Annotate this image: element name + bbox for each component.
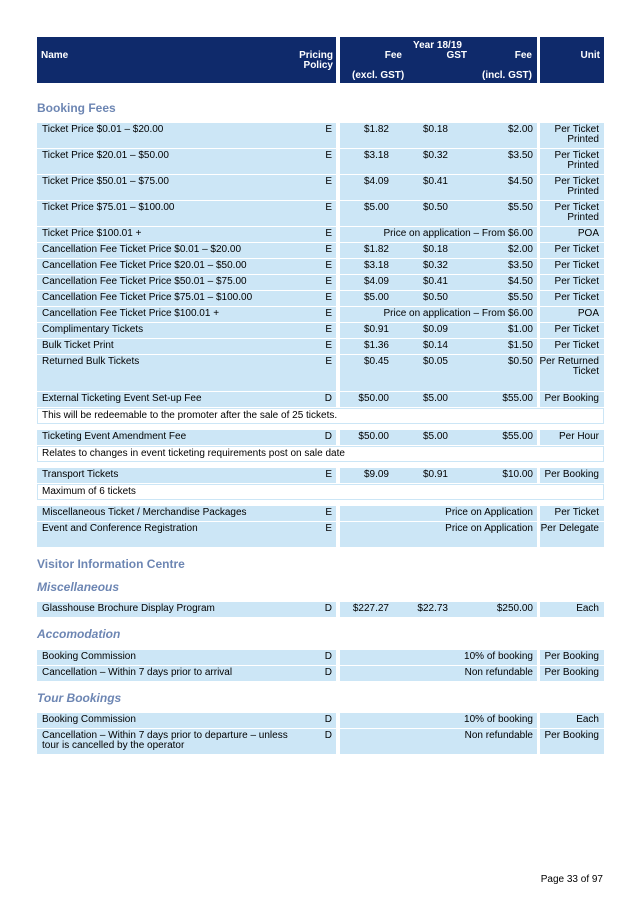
unit-value: Per Booking [544,469,599,480]
table-row [37,243,604,258]
note-row [37,408,604,424]
price-cell [340,729,537,754]
gst-amount: $5.00 [422,431,448,442]
price-span-text: Non refundable [464,667,533,678]
unit-cell [540,650,604,665]
unit-cell [540,522,604,547]
fee-name: Glasshouse Brochure Display Program [42,603,215,614]
gst-amount: $0.18 [422,244,448,255]
table-row [37,149,604,174]
name-cell [37,259,336,274]
header-year-cell [340,37,537,83]
unit-cell [540,339,604,354]
name-cell [37,729,336,754]
price-span-text: Non refundable [464,730,533,741]
unit-value: Per Delegate [540,523,599,534]
unit-value: Per Booking [544,730,599,741]
pricing-policy: D [324,431,332,442]
fee-excl-gst: $4.09 [363,176,389,187]
table-row [37,227,604,242]
price-cell [340,506,537,521]
fee-incl-gst: $1.50 [507,340,533,351]
header-name: Name [41,50,69,61]
note-text: This will be redeemable to the promoter after the sale of 25 tickets. [42,410,338,421]
header-excl-gst: (excl. GST) [352,70,405,81]
fee-name: Transport Tickets [42,469,119,480]
fee-name: Complimentary Tickets [42,324,144,335]
unit-cell [540,729,604,754]
unit-value: Per Ticket Printed [554,202,599,223]
pricing-policy: E [325,124,332,135]
note-row [37,484,604,500]
unit-value: Per Ticket [554,244,599,255]
header-unit: Unit [580,50,600,61]
price-cell [340,339,537,354]
unit-cell [540,666,604,681]
fee-incl-gst: $3.50 [507,150,533,161]
fee-excl-gst: $3.18 [363,150,389,161]
pricing-policy: E [325,469,332,480]
unit-cell [540,149,604,174]
pricing-policy: E [325,523,332,534]
unit-cell [540,123,604,148]
name-cell [37,602,336,617]
unit-value: Each [576,714,599,725]
fee-incl-gst: $55.00 [502,393,533,404]
gst-amount: $0.41 [422,176,448,187]
unit-value: Per Booking [544,651,599,662]
price-cell [340,243,537,258]
pricing-policy: E [325,260,332,271]
unit-value: Per Ticket Printed [554,124,599,145]
table-row [37,650,604,665]
price-cell [340,275,537,290]
gst-amount: $22.73 [417,603,448,614]
unit-value: Per Booking [544,393,599,404]
name-cell [37,175,336,200]
fee-name: Cancellation Fee Ticket Price $50.01 – $75.00 [42,276,247,287]
fee-name: Booking Commission [42,651,136,662]
price-cell [340,468,537,483]
name-cell [37,243,336,258]
gst-amount: $0.32 [422,150,448,161]
price-cell [340,291,537,306]
price-cell [340,175,537,200]
price-cell [340,666,537,681]
table-row [37,522,604,547]
fee-excl-gst: $0.45 [363,356,389,367]
price-cell [340,227,537,242]
page-number: Page 33 of 97 [540,874,603,885]
table-row [37,275,604,290]
unit-value: Per Ticket [554,324,599,335]
subsection-miscellaneous: Miscellaneous [37,580,120,594]
price-span-text: Price on Application [445,523,533,534]
unit-value: POA [577,308,599,319]
gst-amount: $5.00 [422,393,448,404]
price-span-text: 10% of booking [464,651,533,662]
fee-excl-gst: $1.82 [363,244,389,255]
pricing-policy: E [325,340,332,351]
pricing-policy: E [325,228,332,239]
fee-incl-gst: $2.00 [507,244,533,255]
note-text: Maximum of 6 tickets [42,486,136,497]
name-cell [37,506,336,521]
unit-cell [540,506,604,521]
pricing-policy: E [325,356,332,367]
note-text: Relates to changes in event ticketing requirements post on sale date [42,448,345,459]
name-cell [37,666,336,681]
name-cell [37,339,336,354]
pricing-policy: D [324,651,332,662]
pricing-policy: E [325,244,332,255]
header-unit-cell [540,37,604,83]
name-cell [37,323,336,338]
unit-cell [540,227,604,242]
pricing-policy: E [325,292,332,303]
fee-name: Booking Commission [42,714,136,725]
name-cell [37,713,336,728]
unit-value: POA [577,228,599,239]
price-cell [340,650,537,665]
note-row [37,446,604,462]
price-cell [340,430,537,445]
pricing-policy: E [325,176,332,187]
unit-cell [540,392,604,407]
fee-excl-gst: $5.00 [363,292,389,303]
name-cell [37,201,336,226]
table-row [37,201,604,226]
price-cell [340,713,537,728]
price-cell [340,602,537,617]
unit-value: Each [576,603,599,614]
fee-name: Ticketing Event Amendment Fee [42,431,187,442]
price-cell [340,323,537,338]
unit-cell [540,713,604,728]
fee-incl-gst: $5.50 [507,292,533,303]
fee-excl-gst: $0.91 [363,324,389,335]
name-cell [37,307,336,322]
name-cell [37,522,336,547]
pricing-policy: E [325,507,332,518]
name-cell [37,149,336,174]
fee-name: Returned Bulk Tickets [42,356,140,367]
price-cell [340,123,537,148]
table-row [37,339,604,354]
unit-cell [540,175,604,200]
unit-cell [540,307,604,322]
unit-cell [540,291,604,306]
header-fee-excl: Fee [384,50,402,61]
unit-value: Per Ticket [554,340,599,351]
fee-incl-gst: $4.50 [507,276,533,287]
name-cell [37,468,336,483]
fee-excl-gst: $1.82 [363,124,389,135]
table-row [37,506,604,521]
fee-incl-gst: $1.00 [507,324,533,335]
price-span-text: Price on Application [445,507,533,518]
gst-amount: $0.05 [422,356,448,367]
unit-cell [540,355,604,391]
table-row [37,430,604,445]
fee-name: Miscellaneous Ticket / Merchandise Packages [42,507,247,518]
fee-excl-gst: $4.09 [363,276,389,287]
pricing-policy: E [325,202,332,213]
fee-name: Ticket Price $75.01 – $100.00 [42,202,175,213]
header-pricing: Pricing [299,50,333,61]
pricing-policy: E [325,276,332,287]
pricing-policy: D [324,714,332,725]
gst-amount: $0.32 [422,260,448,271]
price-span-text: Price on application – From $6.00 [383,308,533,319]
fee-name: Cancellation Fee Ticket Price $0.01 – $20.00 [42,244,242,255]
section-visitor-centre: Visitor Information Centre [37,557,185,571]
unit-value: Per Ticket Printed [554,176,599,197]
fee-excl-gst: $50.00 [358,431,389,442]
fee-incl-gst: $0.50 [507,356,533,367]
fee-excl-gst: $5.00 [363,202,389,213]
subsection-accomodation: Accomodation [37,627,121,641]
table-row [37,123,604,148]
unit-cell [540,323,604,338]
fee-name: Ticket Price $0.01 – $20.00 [42,124,164,135]
table-row [37,666,604,681]
fee-excl-gst: $3.18 [363,260,389,271]
name-cell [37,275,336,290]
gst-amount: $0.41 [422,276,448,287]
unit-value: Per Ticket [554,507,599,518]
unit-value: Per Ticket [554,276,599,287]
pricing-policy: D [324,603,332,614]
gst-amount: $0.14 [422,340,448,351]
gst-amount: $0.91 [422,469,448,480]
fee-excl-gst: $9.09 [363,469,389,480]
fee-incl-gst: $4.50 [507,176,533,187]
name-cell [37,291,336,306]
fee-excl-gst: $50.00 [358,393,389,404]
fee-name: Ticket Price $50.01 – $75.00 [42,176,169,187]
header-fee-incl: Fee [514,50,532,61]
fee-incl-gst: $3.50 [507,260,533,271]
fee-incl-gst: $2.00 [507,124,533,135]
pricing-policy: E [325,324,332,335]
pricing-policy: D [324,730,332,741]
header-year: Year 18/19 [413,40,462,51]
pricing-policy: E [325,150,332,161]
header-policy: Policy [303,60,333,71]
table-row [37,355,604,391]
name-cell [37,430,336,445]
price-span-text: 10% of booking [464,714,533,725]
subsection-tour-bookings: Tour Bookings [37,691,122,705]
pricing-policy: D [324,393,332,404]
name-cell [37,392,336,407]
price-cell [340,522,537,547]
unit-value: Per Returned Ticket [539,356,599,377]
unit-value: Per Ticket Printed [554,150,599,171]
table-row [37,175,604,200]
unit-cell [540,243,604,258]
fee-name: Ticket Price $20.01 – $50.00 [42,150,169,161]
fee-excl-gst: $1.36 [363,340,389,351]
table-row [37,323,604,338]
table-row [37,602,604,617]
fee-name: External Ticketing Event Set-up Fee [42,393,202,404]
price-span-text: Price on application – From $6.00 [383,228,533,239]
header-gst: GST [446,50,467,61]
price-cell [340,355,537,391]
unit-cell [540,602,604,617]
table-row [37,291,604,306]
unit-cell [540,275,604,290]
unit-value: Per Hour [558,431,599,442]
price-cell [340,307,537,322]
price-cell [340,259,537,274]
name-cell [37,650,336,665]
header-incl-gst: (incl. GST) [482,70,532,81]
table-row [37,392,604,407]
name-cell [37,227,336,242]
gst-amount: $0.09 [422,324,448,335]
fee-name: Cancellation – Within 7 days prior to departure – unless tour is cancelled by the operator [42,730,288,751]
fee-incl-gst: $5.50 [507,202,533,213]
name-cell [37,355,336,391]
unit-cell [540,201,604,226]
name-cell [37,123,336,148]
unit-value: Per Ticket [554,292,599,303]
fee-name: Cancellation Fee Ticket Price $20.01 – $50.00 [42,260,247,271]
price-cell [340,149,537,174]
fee-incl-gst: $10.00 [502,469,533,480]
table-row [37,713,604,728]
fee-name: Cancellation – Within 7 days prior to arrival [42,667,233,678]
fee-incl-gst: $250.00 [496,603,533,614]
gst-amount: $0.50 [422,292,448,303]
unit-cell [540,259,604,274]
fee-excl-gst: $227.27 [352,603,389,614]
unit-value: Per Ticket [554,260,599,271]
pricing-policy: D [324,667,332,678]
fee-incl-gst: $55.00 [502,431,533,442]
fee-name: Bulk Ticket Print [42,340,114,351]
unit-cell [540,430,604,445]
table-row [37,307,604,322]
fee-name: Event and Conference Registration [42,523,198,534]
fee-name: Cancellation Fee Ticket Price $75.01 – $100.00 [42,292,253,303]
price-cell [340,392,537,407]
gst-amount: $0.50 [422,202,448,213]
table-row [37,729,604,754]
header-name-cell [37,37,336,83]
table-row [37,468,604,483]
fee-name: Ticket Price $100.01 + [42,228,142,239]
table-row [37,259,604,274]
unit-cell [540,468,604,483]
gst-amount: $0.18 [422,124,448,135]
price-cell [340,201,537,226]
section-booking-fees: Booking Fees [37,101,116,115]
unit-value: Per Booking [544,667,599,678]
fee-name: Cancellation Fee Ticket Price $100.01 + [42,308,220,319]
pricing-policy: E [325,308,332,319]
